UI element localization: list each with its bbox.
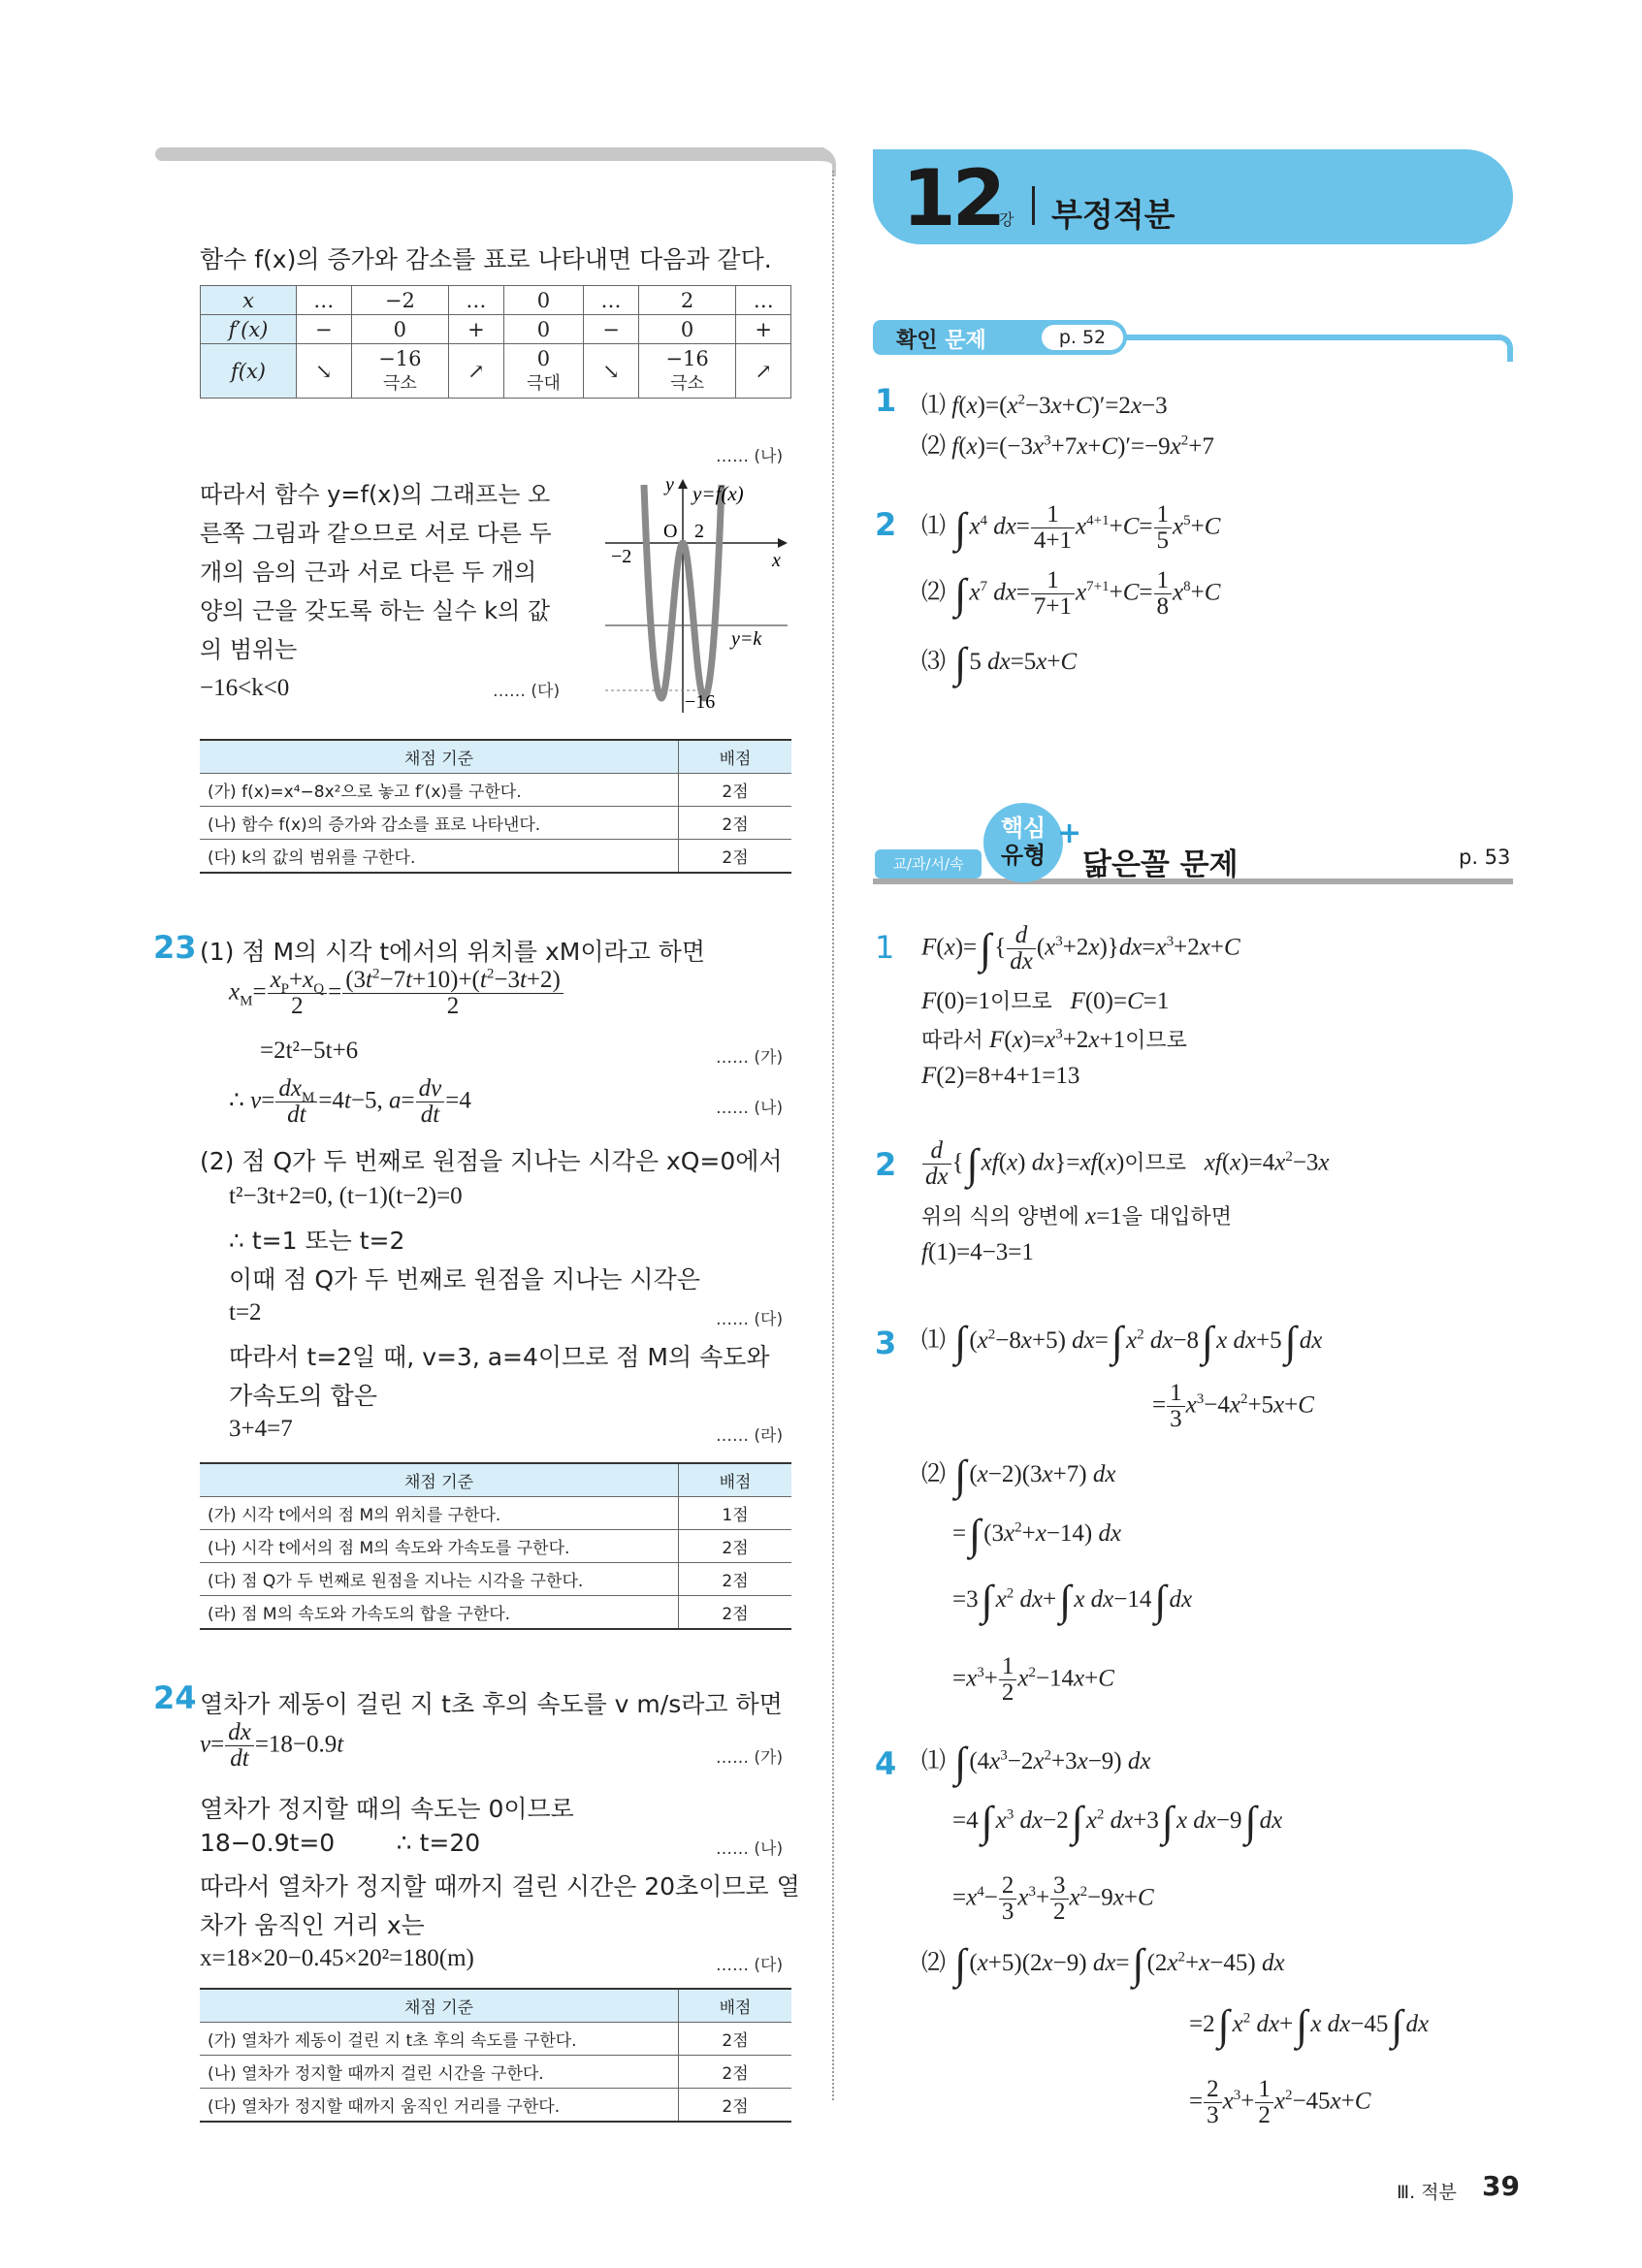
p24-line: 18−0.9t=0 ∴ t=20 [200, 1829, 481, 1857]
answer-line: =2∫ $x^2$ dx+∫ x dx−45∫ dx [1189, 2001, 1430, 2050]
table-cell: 채점 기준 [200, 740, 679, 774]
p24-velocity-formula: v= $\frac{dx}{dt}$ =18−0.9t [200, 1719, 344, 1773]
table-row [200, 840, 791, 874]
answer-line: =3∫ $x^2$ dx+∫ x dx−14∫ dx [952, 1577, 1193, 1625]
x-label: x [772, 550, 781, 571]
p24-line: 차가 움직인 거리 x는 [200, 1911, 425, 1939]
table-cell: … [584, 286, 639, 315]
left-top-rule [155, 147, 824, 161]
table-cell: (다) 점 Q가 두 번째로 원점을 지나는 시각을 구한다. [200, 1563, 679, 1596]
answer-line: F(x)=∫ { $\frac{d}{dx}$ $(x^3+2x)\}dx=x^3+2x+C$ [921, 922, 1240, 975]
extremum-value: −16 [665, 347, 709, 371]
table-cell: 2점 [679, 840, 792, 874]
p23-midpoint-formula: $x_M=$ $\frac{x_P+x_Q}{2}$ = $\frac{(3t^2-7t+10)+(t^2-3t+2)}{2}$ [229, 968, 564, 1020]
scoring-table-22 [200, 739, 791, 874]
mark-na: …… (나) [716, 447, 784, 466]
table-cell: − [297, 315, 352, 344]
p23-line: t²−3t+2=0, (t−1)(t−2)=0 [229, 1183, 463, 1209]
answer-line: $\frac{d}{dx}$ {∫ xf(x) dx}=xf(x)이므로 $xf(x)=4x^2-3x$ [921, 1138, 1330, 1191]
table-row [200, 2023, 791, 2056]
check-page-pill [1042, 325, 1123, 350]
table-cell: 1점 [679, 1497, 792, 1530]
answer-line: = $\frac{2}{3}$ $x^3+$ $\frac{1}{2}$ $x^2-45x+C$ [1189, 2076, 1371, 2129]
table-row [200, 1497, 791, 1530]
p23-line: 이때 점 Q가 두 번째로 원점을 지나는 시각은 [229, 1265, 700, 1294]
lesson-header [873, 149, 1513, 244]
check-label-b: 문제 [945, 329, 986, 353]
answer-line: ⑶ ∫ 5 dx=5x+C [921, 639, 1078, 687]
table-cell: 2점 [679, 774, 792, 807]
table-cell [503, 344, 584, 399]
x-tick-neg: −2 [611, 546, 632, 567]
table-row [200, 2089, 791, 2123]
table-cell: f(x) [201, 344, 297, 399]
table-cell: (가) 열차가 제동이 걸린 지 t초 후의 속도를 구한다. [200, 2023, 679, 2056]
page-number: 39 [1482, 2170, 1520, 2202]
variation-table [200, 285, 791, 399]
p23-line: (2) 점 Q가 두 번째로 원점을 지나는 시각은 xQ=0에서 [200, 1147, 783, 1175]
p23-line: (1) 점 M의 시각 t에서의 위치를 xM이라고 하면 [200, 938, 706, 966]
mark-da: …… (다) [493, 682, 561, 701]
table-cell [351, 344, 449, 399]
table-cell: + [736, 315, 791, 344]
table-cell [638, 344, 736, 399]
graph-paragraph [200, 475, 552, 708]
table-row [201, 315, 791, 344]
table-cell: 배점 [679, 1463, 792, 1497]
table-row [200, 1463, 791, 1497]
check-label-a: 확인 [896, 329, 938, 353]
extremum-value: −16 [378, 347, 422, 371]
answer-line: =∫ $(3x^2+x-14)$ dx [952, 1511, 1122, 1559]
answer-line: $=x^4-$ $\frac{2}{3}$ $x^3+$ $\frac{3}{2}$ $x^2-9x+C$ [952, 1872, 1154, 1926]
p23-line: 따라서 t=2일 때, v=3, a=4이므로 점 M의 속도와 [229, 1343, 770, 1371]
p24-line: 따라서 열차가 정지할 때까지 걸린 시간은 20초이므로 열 [200, 1872, 800, 1901]
table-cell: −2 [351, 286, 449, 315]
table-row [200, 1596, 791, 1630]
table-row [200, 807, 791, 840]
check-page: p. 52 [1058, 327, 1107, 348]
table-cell: 2점 [679, 2089, 792, 2123]
table-cell: … [297, 286, 352, 315]
answer-line: ⑴ ∫ $x^4$ dx= $\frac{1}{4+1}$ $x^{4+1}+C=$ $\frac{1}{5}$ $x^5+C$ [921, 501, 1221, 555]
answer-line: ⑵ $f(x)=(-3x^3+7x+C)'=-9x^2+7$ [921, 432, 1214, 460]
p23-line: t=2 [229, 1299, 262, 1326]
lesson-title: 부정적분 [1051, 196, 1175, 234]
lesson-number: 12 [902, 153, 1003, 243]
extremum-label: 극소 [670, 372, 704, 394]
core-badge [983, 803, 1063, 882]
table-cell: 2점 [679, 1530, 792, 1563]
table-row [200, 1989, 791, 2023]
lesson-divider [1032, 186, 1035, 225]
table-row [200, 1530, 791, 1563]
answer-number: 2 [875, 1146, 897, 1183]
problem-number: 24 [153, 1679, 197, 1716]
table-cell: ↗ [736, 344, 791, 399]
curve-label: y=f(x) [692, 482, 744, 505]
paragraph-line: 개의 음의 근과 서로 다른 두 개의 [200, 559, 537, 586]
core-title: 닮은꼴 문제 [1082, 847, 1239, 882]
core-prefix: 교/과/서/속 [892, 855, 964, 873]
table-cell: (다) k의 값의 범위를 구한다. [200, 840, 679, 874]
p23-velocity-formula: ∴ v= $\frac{dx_M}{dt}$ =4t−5, a= $\frac{dv}{dt}$ =4 [229, 1075, 471, 1129]
answer-line: f(1)=4−3=1 [921, 1239, 1034, 1265]
extremum-label: 극대 [527, 372, 561, 394]
quartic-graph [597, 475, 807, 718]
table-cell: (라) 점 M의 속도와 가속도의 합을 구한다. [200, 1596, 679, 1630]
table-cell: (다) 열차가 정지할 때까지 움직인 거리를 구한다. [200, 2089, 679, 2123]
core-badge-top: 핵심 [1000, 815, 1046, 842]
table-row [200, 740, 791, 774]
table-cell: 채점 기준 [200, 1989, 679, 2023]
p24-line: x=18×20−0.45×20²=180(m) [200, 1945, 474, 1971]
mark-ra: …… (라) [716, 1426, 784, 1446]
answer-line: ⑵ ∫ (x+5)(2x−9) dx=∫ $(2x^2+x-45)$ dx [921, 1940, 1285, 1989]
p23-line: 3+4=7 [229, 1416, 293, 1442]
y-label: y [665, 475, 674, 495]
extremum-label: 극소 [382, 372, 417, 394]
table-cell: 배점 [679, 740, 792, 774]
table-cell: 0 [638, 315, 736, 344]
mark-da: …… (다) [716, 1956, 784, 1975]
table-row [200, 1563, 791, 1596]
table-cell: f′(x) [201, 315, 297, 344]
table-cell: … [449, 286, 504, 315]
table-cell: − [584, 315, 639, 344]
answer-line: = $\frac{1}{3}$ $x^3-4x^2+5x+C$ [1152, 1380, 1314, 1433]
answer-number: 3 [875, 1325, 897, 1361]
scoring-table-23 [200, 1462, 791, 1630]
answer-line: 위의 식의 양변에 x=1을 대입하면 [921, 1203, 1232, 1230]
table-row [200, 774, 791, 807]
lesson-unit: 강 [999, 210, 1014, 229]
min-label: −16 [685, 691, 716, 713]
core-badge-bottom: 유형 [1000, 842, 1046, 869]
answer-number: 1 [875, 382, 897, 419]
table-cell: + [449, 315, 504, 344]
table-cell: 2점 [679, 2023, 792, 2056]
table-cell: ↘ [584, 344, 639, 399]
answer-line: F(2)=8+4+1=13 [921, 1063, 1080, 1089]
table-cell: … [736, 286, 791, 315]
table-cell: 2점 [679, 807, 792, 840]
mark-ga: …… (가) [716, 1748, 784, 1768]
range-answer: −16<k<0 [200, 675, 290, 701]
problem-number: 23 [153, 929, 197, 966]
check-bar-line [1115, 335, 1513, 362]
answer-number: 2 [875, 506, 897, 543]
column-divider [832, 171, 834, 2100]
table-cell: 0 [503, 315, 584, 344]
table-cell: ↗ [449, 344, 504, 399]
table-cell: (나) 열차가 정지할 때까지 걸린 시간을 구한다. [200, 2056, 679, 2089]
table-cell: 0 [503, 286, 584, 315]
table-cell: x [201, 286, 297, 315]
answer-line: =4∫ $x^3$ dx−2∫ $x^2$ dx+3∫ x dx−9∫ dx [952, 1798, 1283, 1846]
answer-line: ⑴ ∫ $(x^2-8x+5)$ dx=∫ $x^2$ dx−8∫ x dx+5∫ dx [921, 1318, 1323, 1366]
answer-line: F(0)=1이므로 F(0)=C=1 [921, 988, 1170, 1014]
answer-number: 4 [875, 1745, 897, 1782]
table-row [200, 2056, 791, 2089]
table-cell: 0 [351, 315, 449, 344]
table-row [201, 344, 791, 399]
answer-line: $=x^3+$ $\frac{1}{2}$ $x^2-14x+C$ [952, 1653, 1114, 1707]
answer-line: ⑴ ∫ $(4x^3-2x^2+3x-9)$ dx [921, 1739, 1151, 1787]
table-cell: 2점 [679, 1563, 792, 1596]
paragraph-line: 른쪽 그림과 같으므로 서로 다른 두 [200, 520, 552, 547]
paragraph-line: 의 범위는 [200, 636, 298, 663]
mark-da: …… (다) [716, 1310, 784, 1329]
core-prefix-box [875, 849, 982, 878]
table-cell: (나) 함수 f(x)의 증가와 감소를 표로 나타낸다. [200, 807, 679, 840]
mark-na: …… (나) [716, 1839, 784, 1859]
plus-icon: + [1057, 816, 1082, 850]
paragraph-line: 따라서 함수 y=f(x)의 그래프는 오 [200, 481, 551, 508]
mark-ga: …… (가) [716, 1048, 784, 1068]
table-cell: 배점 [679, 1989, 792, 2023]
extremum-value: 0 [536, 347, 551, 371]
intro-text: 함수 f(x)의 증가와 감소를 표로 나타내면 다음과 같다. [200, 245, 772, 273]
core-page: p. 53 [1459, 846, 1511, 869]
table-cell: 2점 [679, 1596, 792, 1630]
x-axis-arrow [778, 538, 788, 548]
table-cell: 채점 기준 [200, 1463, 679, 1497]
scoring-table-24 [200, 1988, 791, 2123]
p23-line: ∴ t=1 또는 t=2 [229, 1227, 405, 1255]
table-cell: (가) 시각 t에서의 점 M의 위치를 구한다. [200, 1497, 679, 1530]
table-cell: ↘ [297, 344, 352, 399]
mark-na: …… (나) [716, 1099, 784, 1118]
table-cell: (나) 시각 t에서의 점 M의 속도와 가속도를 구한다. [200, 1530, 679, 1563]
line-label: y=k [731, 628, 762, 650]
table-cell: 2 [638, 286, 736, 315]
y-axis-arrow [678, 479, 688, 489]
p23-line: 가속도의 합은 [229, 1382, 377, 1410]
answer-line: 따라서 $F(x)=x^3+2x+1$이므로 [921, 1026, 1187, 1053]
table-row [201, 286, 791, 315]
answer-line: ⑵ ∫ $x^7$ dx= $\frac{1}{7+1}$ $x^{7+1}+C=$ $\frac{1}{8}$ $x^8+C$ [921, 567, 1221, 621]
p24-line: 열차가 제동이 걸린 지 t초 후의 속도를 v m/s라고 하면 [200, 1690, 783, 1718]
paragraph-line: 양의 근을 갖도록 하는 실수 k의 값 [200, 597, 551, 624]
table-cell: (가) f(x)=x⁴−8x²으로 놓고 f′(x)를 구한다. [200, 774, 679, 807]
answer-line: ⑴ $f(x)=(x^2-3x+C)'=2x-3$ [921, 392, 1168, 419]
answer-number: 1 [875, 929, 895, 966]
p24-line: 열차가 정지할 때의 속도는 0이므로 [200, 1795, 574, 1823]
p23-line: =2t²−5t+6 [260, 1038, 359, 1064]
x-tick-pos: 2 [694, 521, 704, 542]
footer-chapter: Ⅲ. 적분 [1397, 2182, 1457, 2203]
table-cell: 2점 [679, 2056, 792, 2089]
check-label [896, 324, 986, 354]
origin-label: O [663, 521, 678, 542]
answer-line: ⑵ ∫ (x−2)(3x+7) dx [921, 1452, 1116, 1500]
